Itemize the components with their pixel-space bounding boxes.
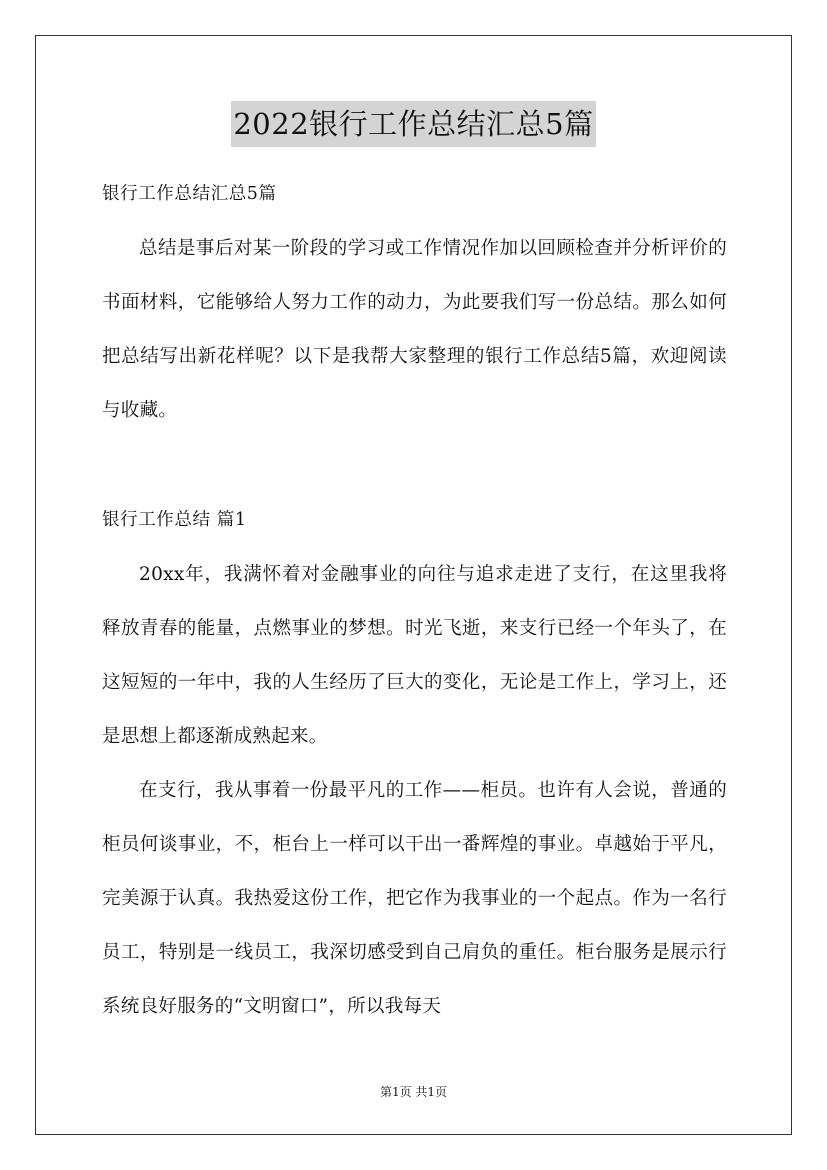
page-footer: 第1页 共1页 [379,1085,448,1099]
body-paragraph: 20xx年，我满怀着对金融事业的向往与追求走进了支行，在这里我将释放青春的能量，点燃事业的梦想。时光飞逝，来支行已经一个年头了，在这短短的一年中，我的人生经历了巨大的变化，无论是工作上，学习上，还是思想上都逐渐成熟起来。 [102,564,727,747]
body-paragraph: 在支行，我从事着一份最平凡的工作——柜员。也许有人会说，普通的柜员何谈事业，不，柜台上一样可以干出一番辉煌的事业。卓越始于平凡，完美源于认真。我热爱这份工作，把它作为我事业的一个起点。作为一名行员工，特别是一线员工，我深切感受到自己肩负的重任。柜台服务是展示行系统良好服务的“文明窗口”，所以我每天 [102,780,727,1017]
section-heading: 银行工作总结 篇1 [102,510,247,530]
intro-paragraph: 总结是事后对某一阶段的学习或工作情况作加以回顾检查并分析评价的书面材料，它能够给人努力工作的动力，为此要我们写一份总结。那么如何把总结写出新花样呢？以下是我帮大家整理的银行工作总结5篇，欢迎阅读与收藏。 [102,238,727,421]
document-title-text: 2022银行工作总结汇总5篇 [231,101,595,147]
document-subtitle: 银行工作总结汇总5篇 [102,184,277,204]
document-title [0,96,827,152]
